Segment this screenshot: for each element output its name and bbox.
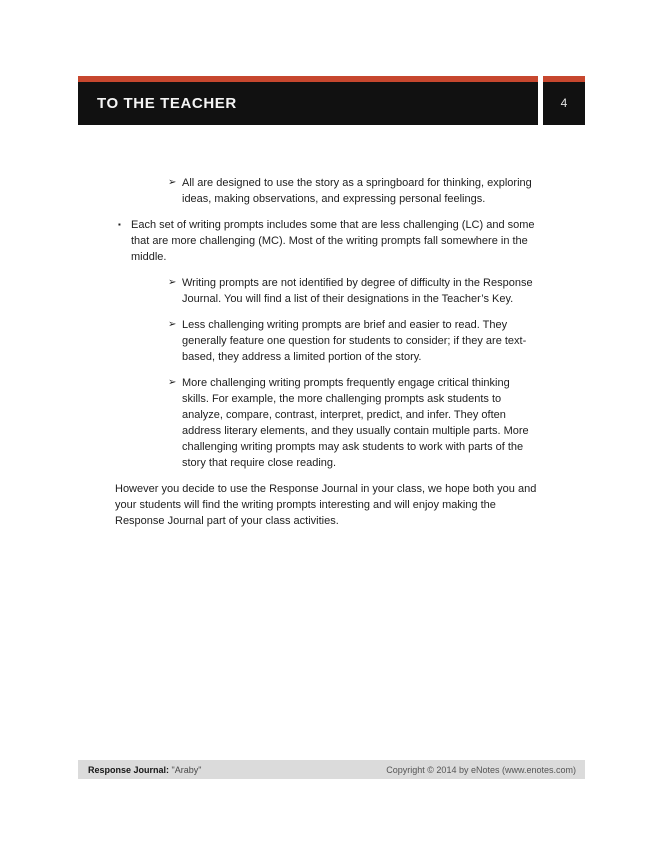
footer-bar [78, 760, 585, 779]
page-header [78, 76, 585, 125]
closing-paragraph: However you decide to use the Response Journal in your class, we hope both you and your students will find the writing prompts interesting and will enjoy making the Response Journal part of your class activities. [115, 483, 537, 527]
footer-copyright: Copyright © 2014 by eNotes (www.enotes.com) [386, 764, 576, 775]
page-number: 4 [560, 96, 568, 110]
list-item-arrow [168, 317, 547, 365]
footer-label: Response Journal: [88, 764, 170, 775]
list-item-arrow [168, 175, 547, 207]
arrow-bullet-icon: ➢ [168, 319, 177, 330]
square-bullet-icon: ▪ [118, 220, 121, 229]
footer-story-title: "Araby" [171, 764, 202, 775]
arrow-bullet-icon: ➢ [168, 277, 177, 288]
list-item-text: All are designed to use the story as a springboard for thinking, exploring ideas, making observations, and expressing personal feelings. [182, 177, 532, 205]
list-item-text: Less challenging writing prompts are brief and easier to read. They generally feature one question for students to consider; if they are text-based, they address a limited portion of the story. [182, 319, 527, 363]
footer-document-title [88, 765, 201, 775]
list-item-arrow [168, 275, 547, 307]
content-area [115, 175, 547, 539]
page-number-box [543, 76, 585, 125]
page-title: TO THE TEACHER [97, 95, 237, 112]
list-item-bullet [118, 217, 547, 265]
arrow-bullet-icon: ➢ [168, 377, 177, 388]
arrow-bullet-icon: ➢ [168, 177, 177, 188]
list-item-arrow [168, 375, 547, 471]
header-title-bar [78, 76, 538, 125]
list-item-text: Each set of writing prompts includes some that are less challenging (LC) and some that are more challenging (MC). Most of the writing prompts fall somewhere in the middle. [131, 219, 535, 263]
list-item-text: More challenging writing prompts frequently engage critical thinking skills. For example, the more challenging prompts ask students to analyze, compare, contrast, interpret, predict, and infer. They often address literary elements, and they usually contain multiple parts. More challenging writing prompts may ask students to work with parts of the story that require close reading. [182, 377, 529, 469]
list-item-text: Writing prompts are not identified by degree of difficulty in the Response Journal. You will find a list of their designations in the Teacher’s Key. [182, 277, 533, 305]
